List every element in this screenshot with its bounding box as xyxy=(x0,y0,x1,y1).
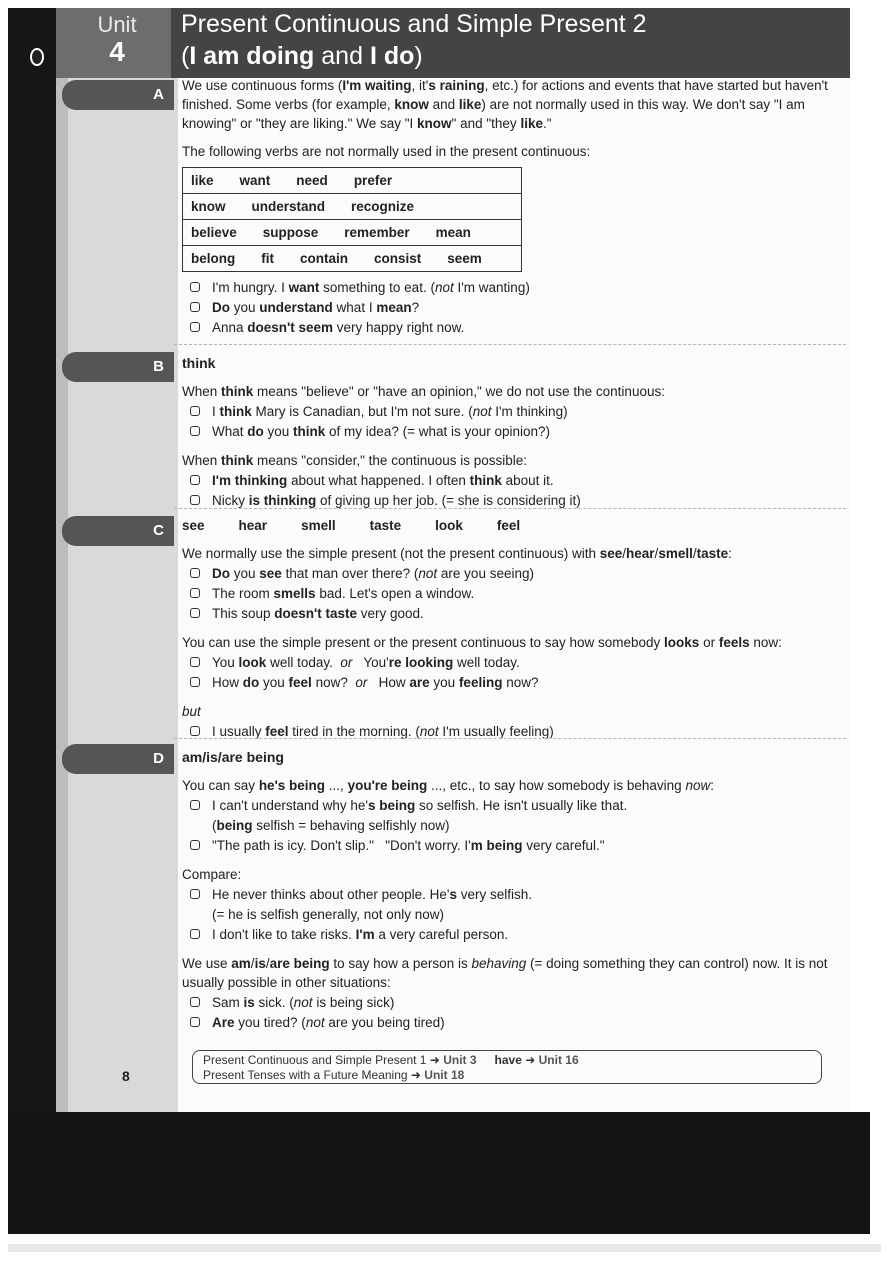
verb: recognize xyxy=(351,199,415,214)
circle-bullet-icon xyxy=(190,889,200,899)
circle-bullet-icon xyxy=(190,800,200,810)
example-item: The room smells bad. Let's open a window. xyxy=(182,584,842,603)
verb: contain xyxy=(300,251,349,266)
section-a-intro: We use continuous forms (I'm waiting, it's raining, etc.) for actions and events that have started but haven't finished. Some verbs (for example, know and like) are not normally used in this way. We don't say "I am knowing" or "they are liking." We say "I know" and "they like." xyxy=(182,78,828,131)
verb-table-cell xyxy=(183,168,522,194)
reference-text: have xyxy=(494,1053,522,1067)
example-item: I'm thinking about what happened. I often think about it. xyxy=(182,471,842,490)
circle-bullet-icon xyxy=(190,1017,200,1027)
section-b-rule-2: When think means "consider," the continuous is possible: xyxy=(182,453,528,468)
reference-link[interactable]: Unit 16 xyxy=(538,1053,579,1067)
section-b-rule-1: When think means "believe" or "have an opinion," we do not use the continuous: xyxy=(182,384,665,399)
cross-reference-box xyxy=(192,1050,822,1084)
circle-bullet-icon xyxy=(190,726,200,736)
section-tab-d: D xyxy=(62,744,174,774)
example-item: Do you understand what I mean? xyxy=(182,298,842,317)
scan-dark-edge-bottom xyxy=(8,1112,870,1234)
circle-bullet-icon xyxy=(190,588,200,598)
circle-bullet-icon xyxy=(190,495,200,505)
verb: suppose xyxy=(262,225,319,240)
unit-badge xyxy=(56,8,178,78)
circle-bullet-icon xyxy=(190,475,200,485)
example-item: Do you see that man over there? (not are you seeing) xyxy=(182,564,842,583)
unit-word: Unit xyxy=(97,12,137,37)
circle-bullet-icon xyxy=(190,677,200,687)
unit-number: 4 xyxy=(109,36,125,67)
book-page xyxy=(56,8,850,1112)
example-item: Anna doesn't seem very happy right now. xyxy=(182,318,842,337)
section-tab-a: A xyxy=(62,80,174,110)
reference-text: Present Continuous and Simple Present 1 xyxy=(203,1053,427,1067)
verb-table-row xyxy=(183,220,522,246)
section-d-content xyxy=(182,748,842,1033)
circle-bullet-icon xyxy=(190,302,200,312)
verb-table-cell xyxy=(183,194,522,220)
verb-table-cell xyxy=(183,246,522,272)
circle-bullet-icon xyxy=(190,406,200,416)
verb-table-row xyxy=(183,194,522,220)
circle-bullet-icon xyxy=(190,426,200,436)
circle-bullet-icon xyxy=(190,322,200,332)
verb: seem xyxy=(447,251,482,266)
verb: mean xyxy=(435,225,471,240)
example-item: How do you feel now? or How are you feeling now? xyxy=(182,673,842,692)
section-c-content xyxy=(182,516,842,742)
example-item: Nicky is thinking of giving up her job. (= she is considering it) xyxy=(182,491,842,510)
heading-word: feel xyxy=(496,518,521,533)
verb-table-row xyxy=(183,246,522,272)
section-c-rule-2: You can use the simple present or the present continuous to say how somebody looks or feels now: xyxy=(182,635,782,650)
scan-dark-edge-left xyxy=(8,8,56,1234)
section-divider xyxy=(174,508,846,509)
circle-bullet-icon xyxy=(190,282,200,292)
example-item: Sam is sick. (not is being sick) xyxy=(182,993,842,1012)
page-title: Present Continuous and Simple Present 2 xyxy=(181,10,647,38)
example-item: "The path is icy. Don't slip." "Don't worry. I'm being very careful." xyxy=(182,836,842,855)
verb: know xyxy=(191,199,226,214)
circle-bullet-icon xyxy=(190,608,200,618)
heading-word: look xyxy=(435,518,463,533)
example-item: This soup doesn't taste very good. xyxy=(182,604,842,623)
section-b-heading: think xyxy=(182,355,216,371)
reference-text: Present Tenses with a Future Meaning xyxy=(203,1068,408,1082)
example-item: Are you tired? (not are you being tired) xyxy=(182,1013,842,1032)
binder-hole xyxy=(30,48,44,66)
section-divider xyxy=(174,738,846,739)
verb: fit xyxy=(261,251,274,266)
title-bar xyxy=(171,8,850,78)
verb: remember xyxy=(344,225,410,240)
circle-bullet-icon xyxy=(190,997,200,1007)
example-item: You look well today. or You're looking well today. xyxy=(182,653,842,672)
section-tab-b: B xyxy=(62,352,174,382)
verb: need xyxy=(296,173,328,188)
verb: understand xyxy=(251,199,326,214)
page-subtitle: (I am doing and I do) xyxy=(181,42,423,70)
example-item: What do you think of my idea? (= what is your opinion?) xyxy=(182,422,842,441)
section-d-rule-1: You can say he's being ..., you're being ..., etc., to say how somebody is behaving now: xyxy=(182,778,714,793)
reference-link[interactable]: Unit 18 xyxy=(424,1068,465,1082)
circle-bullet-icon xyxy=(190,929,200,939)
verb: belong xyxy=(191,251,236,266)
heading-word: hear xyxy=(238,518,268,533)
example-item: I can't understand why he's being so selfish. He isn't usually like that. xyxy=(182,796,842,815)
verb: believe xyxy=(191,225,237,240)
verb-table xyxy=(182,167,522,272)
example-item: He never thinks about other people. He's very selfish. xyxy=(182,885,842,904)
section-c-but: but xyxy=(182,704,201,719)
section-tab-c: C xyxy=(62,516,174,546)
heading-word: smell xyxy=(301,518,336,533)
section-a-table-intro: The following verbs are not normally used in the present continuous: xyxy=(182,144,591,159)
reference-line: Present Continuous and Simple Present 1 ➜ Unit 3 have ➜ Unit 16 xyxy=(203,1053,579,1067)
example-item: I usually feel tired in the morning. (not I'm usually feeling) xyxy=(182,722,842,741)
example-item: I'm hungry. I want something to eat. (not I'm wanting) xyxy=(182,278,842,297)
page-number: 8 xyxy=(122,1068,130,1084)
section-d-rule-2: We use am/is/are being to say how a person is behaving (= doing something they can control) now. It is not usually possible in other situations: xyxy=(182,956,828,990)
verb: like xyxy=(191,173,214,188)
example-item: I don't like to take risks. I'm a very careful person. xyxy=(182,925,842,944)
example-note: (being selfish = behaving selfishly now) xyxy=(212,818,450,833)
verb-table-row xyxy=(183,168,522,194)
section-c-heading xyxy=(182,516,842,535)
page-fold-shade xyxy=(56,8,68,1112)
verb-table-cell xyxy=(183,220,522,246)
reference-line: Present Tenses with a Future Meaning ➜ Unit 18 xyxy=(203,1068,465,1082)
heading-word: see xyxy=(182,518,205,533)
scan-gray-strip xyxy=(8,1244,881,1252)
circle-bullet-icon xyxy=(190,568,200,578)
section-c-rule-1: We normally use the simple present (not the present continuous) with see/hear/smell/taste: xyxy=(182,546,732,561)
example-item: I think Mary is Canadian, but I'm not sure. (not I'm thinking) xyxy=(182,402,842,421)
verb: prefer xyxy=(353,173,393,188)
heading-word: taste xyxy=(369,518,402,533)
circle-bullet-icon xyxy=(190,657,200,667)
section-a-content xyxy=(182,76,842,338)
verb: want xyxy=(239,173,271,188)
section-d-heading: am/is/are being xyxy=(182,749,284,765)
reference-link[interactable]: Unit 3 xyxy=(443,1053,477,1067)
side-panel xyxy=(56,8,178,1112)
section-b-content xyxy=(182,354,842,511)
verb: consist xyxy=(374,251,422,266)
circle-bullet-icon xyxy=(190,840,200,850)
section-d-compare: Compare: xyxy=(182,867,242,882)
example-note: (= he is selfish generally, not only now) xyxy=(212,907,444,922)
section-divider xyxy=(174,344,846,345)
